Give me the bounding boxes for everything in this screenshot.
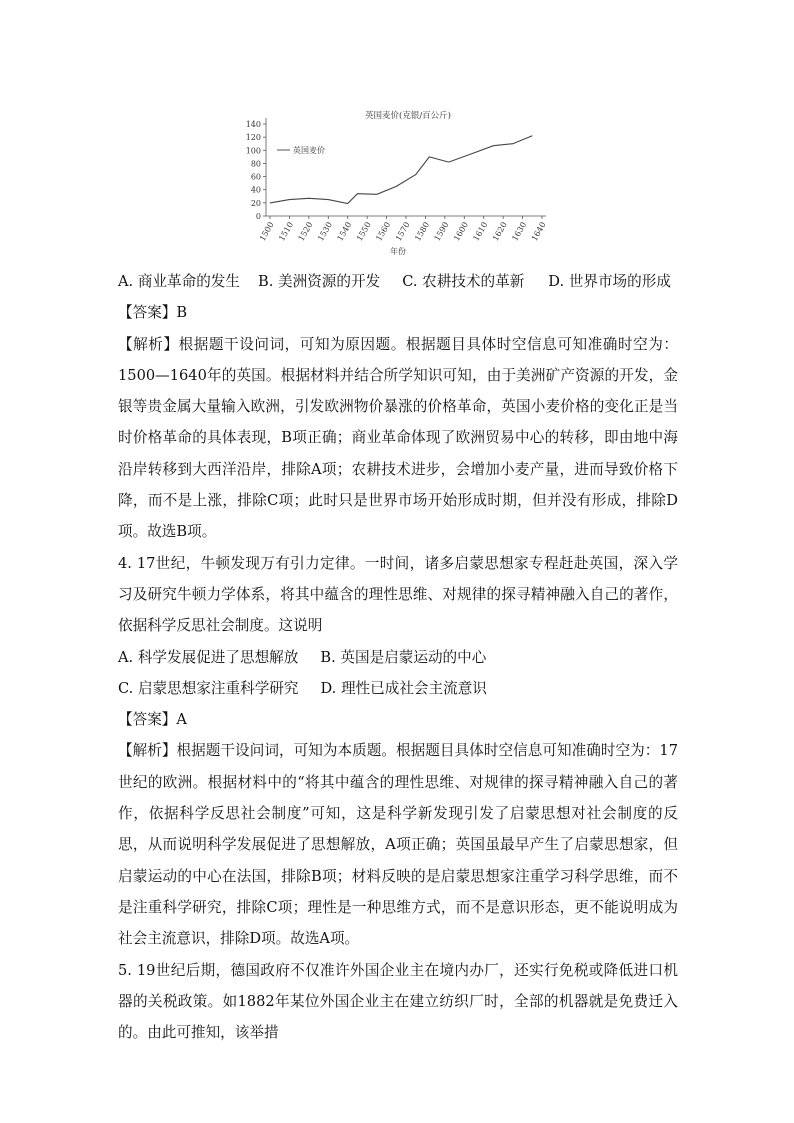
q4-option-b: B. 英国是启蒙运动的中心 [320,648,487,666]
x-tick-label: 1500 [257,220,276,243]
x-tick-label: 1520 [296,220,315,243]
y-tick-label: 140 [245,120,261,129]
y-tick-label: 60 [250,172,261,182]
q4-option-a: A. 科学发展促进了思想解放 [118,648,299,666]
legend-label: 英国麦价 [293,146,325,155]
q4-option-c: C. 启蒙思想家注重科学研究 [118,679,299,697]
chart-title: 英国麦价(克银/百公斤) [365,111,451,121]
x-tick-label: 1560 [374,220,393,243]
x-tick-label: 1630 [510,220,529,243]
q4-analysis [118,735,678,954]
y-tick-label: 120 [245,133,261,143]
y-tick-label: 20 [250,198,261,208]
y-tick-label: 100 [245,146,261,156]
y-tick-label: 0 [255,212,261,221]
q3-options [118,266,678,297]
q4-stem: 4. 17世纪，牛顿发现万有引力定律。一时间，诸多启蒙思想家专程赶赴英国，深入学习及研究牛顿力学体系，将其中蕴含的理性思维、对规律的探寻精神融入自己的著作，依据科学反思社会制度。这说明 [118,554,678,635]
y-tick-label: 80 [250,159,261,169]
q3-option-d: D. 世界市场的形成 [548,273,671,290]
q3-analysis-text: 根据题干设问词，可知为原因题。根据题目具体时空信息可知准确时空为：1500—1640年的英国。根据材料并结合所学知识可知，由于美洲矿产资源的开发，金银等贵金属大量输入欧洲，引发欧洲物价暴涨的价格革命，英国小麦价格的变化正是当时价格革命的具体表现，B项正确；商业革命体现了欧洲贸易中心的转移，即由地中海沿岸转移到大西洋沿岸，排除A项；农耕技术进步，会增加小麦产量，进而导致价格下降，而不是上涨，排除C项；此时只是世界市场开始形成时期，但并没有形成，排除D项。故选B项。 [118,335,678,541]
q3-option-c: C. 农耕技术的革新 [402,273,525,290]
q3-option-a: A. 商业革命的发生 [118,273,240,290]
x-tick-label: 1510 [277,220,296,243]
x-tick-label: 1590 [432,220,451,243]
q4-options-row1 [118,642,678,673]
x-tick-label: 1540 [335,220,354,243]
q4-options-row2 [118,673,678,704]
y-tick-label: 40 [250,185,261,195]
q3-option-b: B. 美洲资源的开发 [258,273,381,290]
q4-answer: 【答案】A [118,711,187,729]
x-tick-label: 1610 [471,220,490,243]
q3-analysis [118,329,678,548]
x-axis-label: 年份 [390,247,406,256]
x-tick-label: 1600 [452,220,471,243]
q5-stem: 5. 19世纪后期，德国政府不仅准许外国企业主在境内办厂，还实行免税或降低进口机器的关税政策。如1882年某位外国企业主在建立纺织厂时，全部的机器就是免费迁入的。由此可推知，该举措 [118,961,678,1042]
x-tick-label: 1620 [490,220,509,243]
x-tick-label: 1550 [354,220,373,243]
chart-svg [238,106,558,258]
q4-analysis-text: 根据题干设问词，可知为本质题。根据题目具体时空信息可知准确时空为：17世纪的欧洲。根据材料中的“将其中蕴含的理性思维、对规律的探寻精神融入自己的著作，依据科学反思社会制度”可知，这是科学新发现引发了启蒙思想对社会制度的反思，从而说明科学发展促进了思想解放，A项正确；英国虽最早产生了启蒙思想家，但启蒙运动的中心在法国，排除B项；材料反映的是启蒙思想家注重学习科学思维，而不是注重科学研究，排除C项；理性是一种思维方式，而不是意识形态，更不能说明成为社会主流意识，排除D项。故选A项。 [118,742,678,948]
x-tick-label: 1640 [529,220,548,243]
q4-option-d: D. 理性已成社会主流意识 [320,679,487,697]
q3-analysis-label: 【解析】 [118,335,179,353]
q3-answer: 【答案】B [118,304,188,322]
x-tick-label: 1580 [413,220,432,243]
document-body [118,266,678,1048]
wheat-price-chart [238,106,558,258]
x-tick-label: 1570 [393,220,412,243]
x-tick-label: 1530 [316,220,335,243]
q4-analysis-label: 【解析】 [118,742,177,760]
